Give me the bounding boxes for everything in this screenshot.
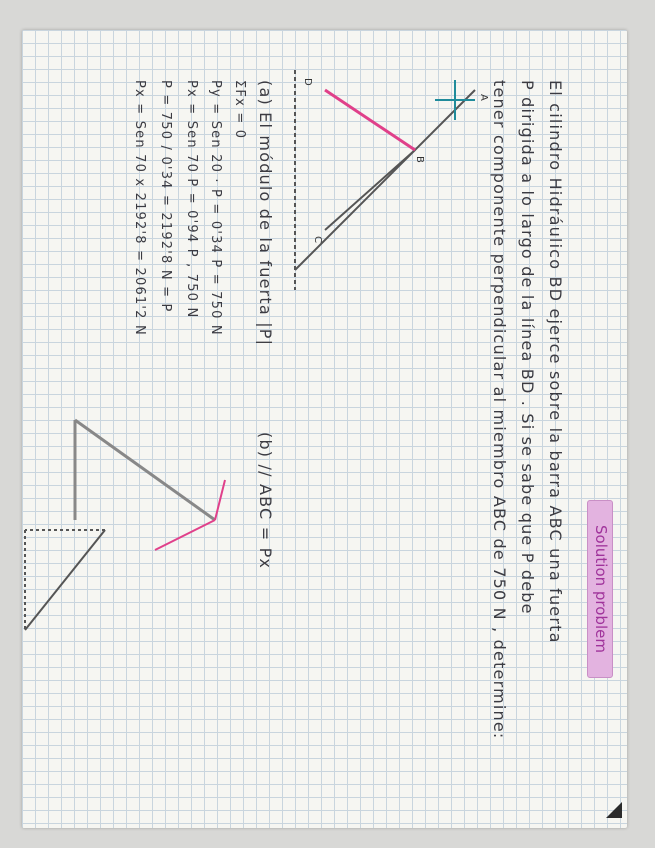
vector-triangle xyxy=(5,520,115,650)
problem-line-1: El cilindro Hidráulico BD ejerce sobre la barra ABC una fuerta xyxy=(546,80,565,644)
label-a: A xyxy=(478,94,489,101)
px-equation: Px = Sen 70 P = 0'94 P , 750 N xyxy=(184,80,199,319)
py-equation: Py = Sen 20 · P = 0'34 P = 750 N xyxy=(208,80,223,336)
problem-line-2: P dirigida a lo largo de la línea BD . Si se sabe que P debe xyxy=(518,80,537,615)
label-b: B xyxy=(414,156,425,163)
problem-line-3: tener componente perpendicular al miembro ABC de 750 N , determine: xyxy=(490,80,509,740)
part-a-title: (a) El módulo de la fuerta |P| xyxy=(256,80,275,347)
px-result: Px = Sen 70 x 2192'8 = 2061'2 N xyxy=(132,80,147,336)
label-c: C xyxy=(312,236,323,243)
heading-highlight: Solution problem xyxy=(587,500,613,678)
label-d: D xyxy=(302,78,313,86)
p-result: P = 750 / 0'34 = 2192'8 N = P xyxy=(158,80,173,313)
part-b-title: (b) // ABC = Px xyxy=(256,432,275,570)
sum-fx: ΣFx = 0 xyxy=(232,80,247,140)
main-diagram xyxy=(275,70,495,310)
